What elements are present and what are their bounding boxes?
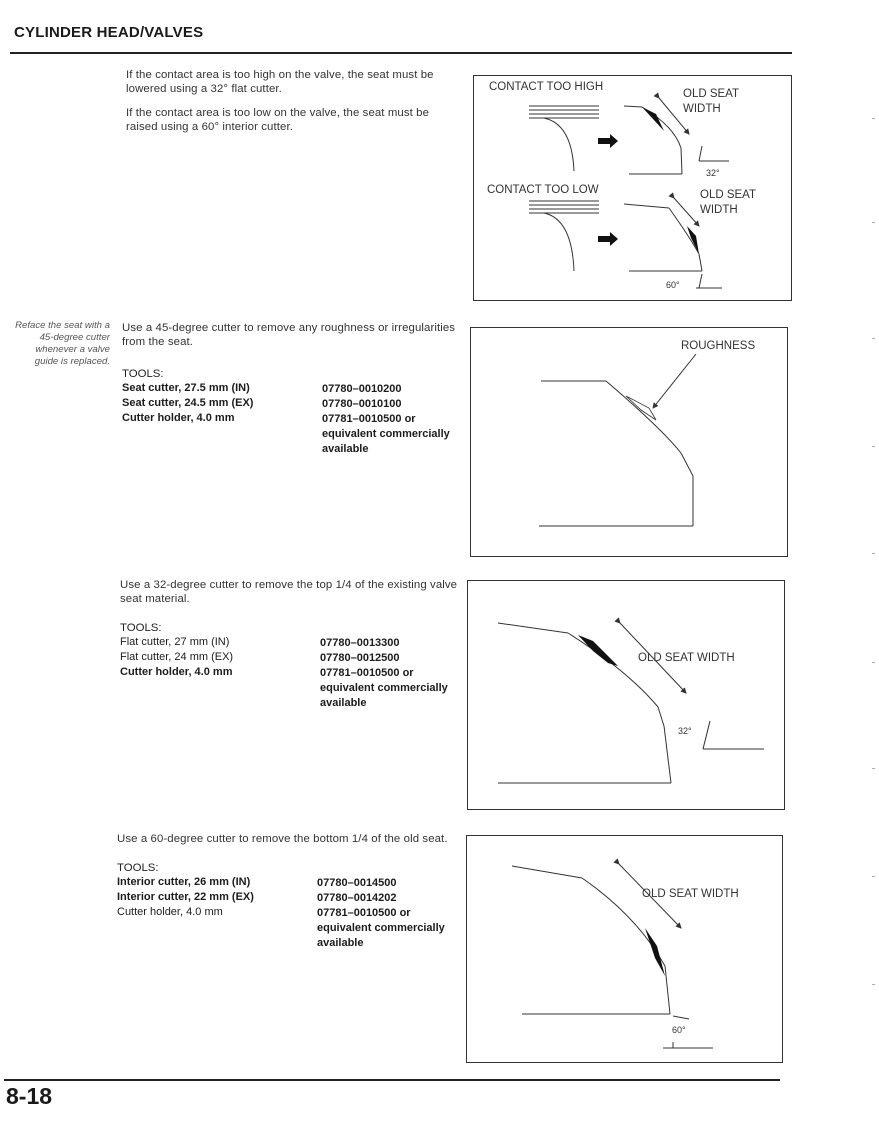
- valve-low-illustration: [529, 201, 599, 271]
- edge-mark: [872, 338, 875, 339]
- section3-tools-label: TOOLS:: [120, 622, 162, 634]
- edge-mark: [872, 662, 875, 663]
- tool-row: [120, 666, 460, 714]
- angle-60-label: 60°: [672, 1025, 686, 1035]
- tool-name: Seat cutter, 24.5 mm (EX): [122, 397, 254, 409]
- section2-tools-list: [122, 382, 462, 460]
- tool-number: 07780–0014202: [317, 892, 397, 904]
- section4-text: [117, 832, 457, 954]
- tool-row: [117, 906, 457, 954]
- flat-cutter-diagram: [468, 581, 784, 809]
- edge-mark: [872, 118, 875, 119]
- tool-row: [120, 636, 460, 651]
- section3-tools-list: [120, 636, 460, 714]
- label-contact-too-high: CONTACT TOO HIGH: [489, 81, 604, 93]
- edge-mark: [872, 876, 875, 877]
- angle-60-label: 60°: [666, 280, 680, 290]
- section3-paragraph: Use a 32-degree cutter to remove the top 1/4 of the existing valve seat material.: [120, 579, 458, 605]
- section2-tools-label: TOOLS:: [122, 368, 164, 380]
- tool-name: Interior cutter, 26 mm (IN): [117, 876, 251, 888]
- tool-row: [117, 876, 457, 891]
- edge-mark: [872, 768, 875, 769]
- edge-mark: [872, 446, 875, 447]
- tool-row: [120, 651, 460, 666]
- edge-mark: [872, 984, 875, 985]
- page-number: 8-18: [6, 1083, 53, 1109]
- label-old-seat-width: OLD SEAT WIDTH: [642, 888, 739, 900]
- arrow-right-icon-1: [598, 134, 618, 148]
- section4-tools-label: TOOLS:: [117, 862, 159, 874]
- label-old-seat-width-2: OLD SEAT WIDTH: [700, 189, 756, 216]
- edge-mark: [872, 553, 875, 554]
- section3-text: [120, 578, 460, 714]
- section1-paragraph-2: If the contact area is too low on the valve, the seat must be raised using a 60° interior cutter.: [126, 107, 430, 133]
- valve-high-illustration: [529, 106, 599, 171]
- section4-tools-list: [117, 876, 457, 954]
- arrow-right-icon-2: [598, 232, 618, 246]
- footer-divider: [4, 1079, 780, 1081]
- tool-number: 07781–0010500 or equivalent commercially available: [322, 413, 450, 455]
- tool-number: 07780–0012500: [320, 652, 400, 664]
- section1-paragraph-1: If the contact area is too high on the valve, the seat must be lowered using a 32° flat cutter.: [126, 69, 434, 95]
- section2-paragraph: Use a 45-degree cutter to remove any roughness or irregularities from the seat.: [122, 322, 456, 348]
- label-roughness: ROUGHNESS: [681, 340, 756, 352]
- tool-row: [122, 412, 462, 460]
- figure-32-degree: [467, 580, 785, 810]
- tool-number: 07781–0010500 or equivalent commercially available: [317, 907, 445, 949]
- tool-name: Seat cutter, 27.5 mm (IN): [122, 382, 250, 394]
- tool-number: 07780–0014500: [317, 877, 397, 889]
- side-note-text: Reface the seat with a 45-degree cutter whenever a valve guide is replaced.: [15, 320, 110, 367]
- tool-row: [117, 891, 457, 906]
- tool-number: 07780–0010100: [322, 398, 402, 410]
- section4-paragraph: Use a 60-degree cutter to remove the bottom 1/4 of the old seat.: [117, 833, 448, 845]
- roughness-diagram: [471, 328, 787, 556]
- label-contact-too-low: CONTACT TOO LOW: [487, 184, 599, 196]
- interior-cutter-diagram: [467, 836, 782, 1062]
- tool-row: [122, 382, 462, 397]
- edge-mark: [872, 222, 875, 223]
- tool-name: Cutter holder, 4.0 mm: [117, 906, 223, 918]
- tool-row: [122, 397, 462, 412]
- figure-contact-area: [473, 75, 792, 301]
- angle-32-label: 32°: [678, 726, 692, 736]
- tool-name: Flat cutter, 27 mm (IN): [120, 636, 230, 648]
- label-old-seat-width-1: OLD SEAT WIDTH: [683, 88, 739, 115]
- section1-text: [126, 68, 459, 134]
- tool-name: Cutter holder, 4.0 mm: [122, 412, 235, 424]
- tool-name: Interior cutter, 22 mm (EX): [117, 891, 254, 903]
- tool-number: 07780–0010200: [322, 383, 402, 395]
- tool-number: 07780–0013300: [320, 637, 400, 649]
- angle-32-label: 32°: [706, 168, 720, 178]
- figure-roughness: [470, 327, 788, 557]
- tool-number: 07781–0010500 or equivalent commercially available: [320, 667, 448, 709]
- tool-name: Flat cutter, 24 mm (EX): [120, 651, 234, 663]
- header-divider: [10, 52, 792, 54]
- page-title: CYLINDER HEAD/VALVES: [14, 24, 204, 41]
- figure-60-degree: [466, 835, 783, 1063]
- tool-name: Cutter holder, 4.0 mm: [120, 666, 233, 678]
- section2-side-note: [14, 320, 110, 368]
- label-old-seat-width: OLD SEAT WIDTH: [638, 652, 735, 664]
- section2-text: [122, 321, 462, 460]
